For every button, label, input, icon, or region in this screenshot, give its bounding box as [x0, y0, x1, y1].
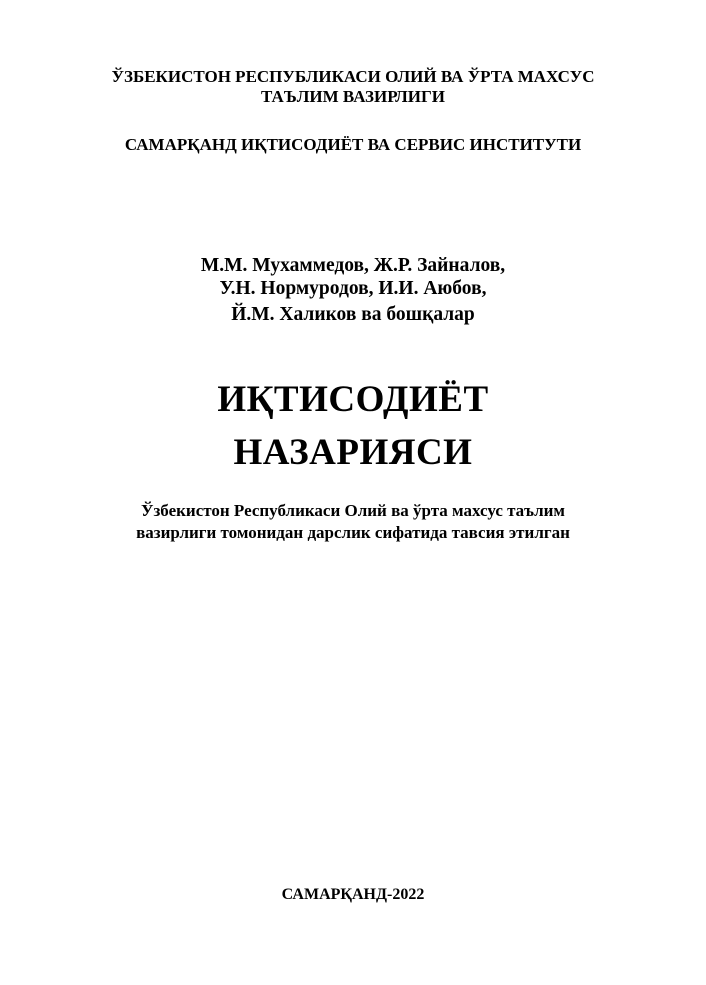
book-title-line-2: НАЗАРИЯСИ: [233, 432, 473, 473]
ministry-line-1: ЎЗБЕКИСТОН РЕСПУБЛИКАСИ ОЛИЙ ВА ЎРТА МАХСУС: [111, 67, 595, 86]
approval-line-1: Ўзбекистон Республикаси Олий ва ўрта махсус таълим: [140, 501, 566, 520]
city-year: САМАРҚАНД-2022: [281, 886, 425, 903]
ministry-line-2: ТАЪЛИМ ВАЗИРЛИГИ: [260, 87, 446, 106]
institute-name: САМАРҚАНД ИҚТИСОДИЁТ ВА СЕРВИС ИНСТИТУТИ: [124, 135, 582, 154]
authors-line-2: У.Н. Нормуродов, И.И. Аюбов,: [219, 278, 487, 299]
authors-line-1: М.М. Мухаммедов, Ж.Р. Зайналов,: [200, 255, 506, 276]
authors-line-3: Й.М. Халиков ва бошқалар: [231, 304, 475, 325]
book-title-line-1: ИҚТИСОДИЁТ: [217, 379, 489, 420]
approval-line-2: вазирлиги томонидан дарслик сифатида тавсия этилган: [136, 523, 570, 542]
